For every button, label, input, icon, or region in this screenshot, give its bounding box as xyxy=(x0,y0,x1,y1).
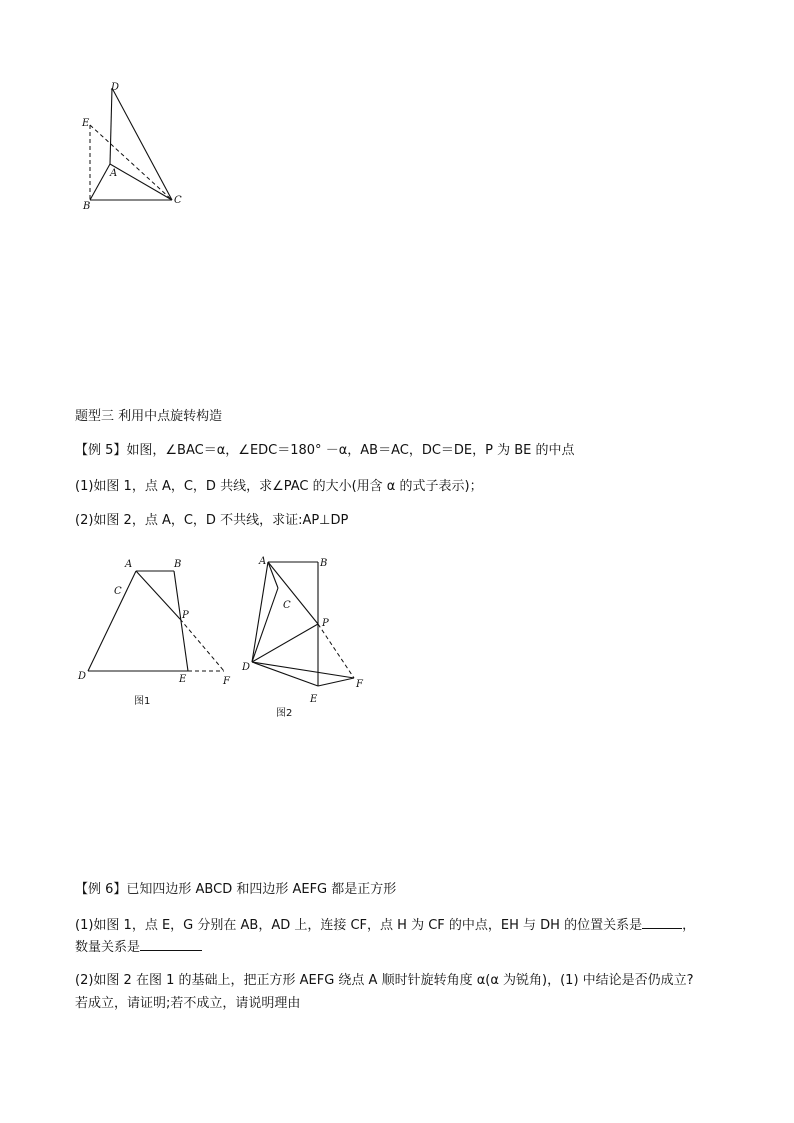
example6-q1-quantity: 数量关系是 xyxy=(75,940,141,955)
label-B: B xyxy=(320,558,328,569)
caption-fig2: 图2 xyxy=(276,708,293,719)
label-C: C xyxy=(174,195,182,206)
label-A: A xyxy=(110,168,118,179)
figure-top xyxy=(78,78,198,218)
label-C: C xyxy=(114,586,122,597)
label-P: P xyxy=(182,610,189,621)
label-P: P xyxy=(322,618,329,629)
answer-blank-quantity[interactable] xyxy=(140,937,202,951)
example6-q1 xyxy=(75,915,695,936)
label-B: B xyxy=(83,201,91,212)
example6-q1-text: (1)如图 1，点 E，G 分别在 AB，AD 上，连接 CF，点 H 为 CF 的中点，EH 与 DH 的位置关系是 xyxy=(75,918,643,933)
label-E: E xyxy=(82,118,90,129)
label-B: B xyxy=(174,559,182,570)
example5-q1: (1)如图 1，点 A，C，D 共线，求∠PAC 的大小(用含 α 的式子表示)； xyxy=(75,479,483,494)
figure-2 xyxy=(242,550,380,722)
caption-fig1: 图1 xyxy=(134,696,151,707)
example6-head: 【例 6】 xyxy=(75,882,127,897)
label-D: D xyxy=(242,662,251,673)
label-E: E xyxy=(310,694,318,705)
label-D: D xyxy=(78,671,87,682)
example6-q2-line2: 若成立，请证明;若不成立，请说明理由 xyxy=(75,996,301,1011)
example5-head: 【例 5】 xyxy=(75,443,127,458)
label-D: D xyxy=(111,82,120,93)
section-title: 题型三 利用中点旋转构造 xyxy=(75,409,223,424)
answer-blank-position[interactable] xyxy=(642,915,682,929)
example6-q1-line2 xyxy=(75,937,202,958)
example6-stem xyxy=(75,880,396,900)
figure-1 xyxy=(74,555,244,715)
example5-q2: (2)如图 2，点 A，C，D 不共线，求证:AP⊥DP xyxy=(75,513,349,528)
example5-stem xyxy=(75,441,575,461)
example5-text: 如图，∠BAC＝α，∠EDC＝180° －α，AB＝AC，DC＝DE，P 为 BE 的中点 xyxy=(126,443,575,458)
label-E: E xyxy=(179,674,187,685)
label-F: F xyxy=(223,676,230,687)
example6-text: 已知四边形 ABCD 和四边形 AEFG 都是正方形 xyxy=(126,882,397,897)
example6-q2: (2)如图 2 在图 1 的基础上，把正方形 AEFG 绕点 A 顺时针旋转角度 α(α 为锐角)，(1) 中结论是否仍成立? xyxy=(75,973,694,988)
label-C: C xyxy=(283,600,291,611)
label-F: F xyxy=(356,679,363,690)
label-A: A xyxy=(125,559,133,570)
example6-q1-comma: ， xyxy=(682,918,696,933)
label-A: A xyxy=(259,556,267,567)
